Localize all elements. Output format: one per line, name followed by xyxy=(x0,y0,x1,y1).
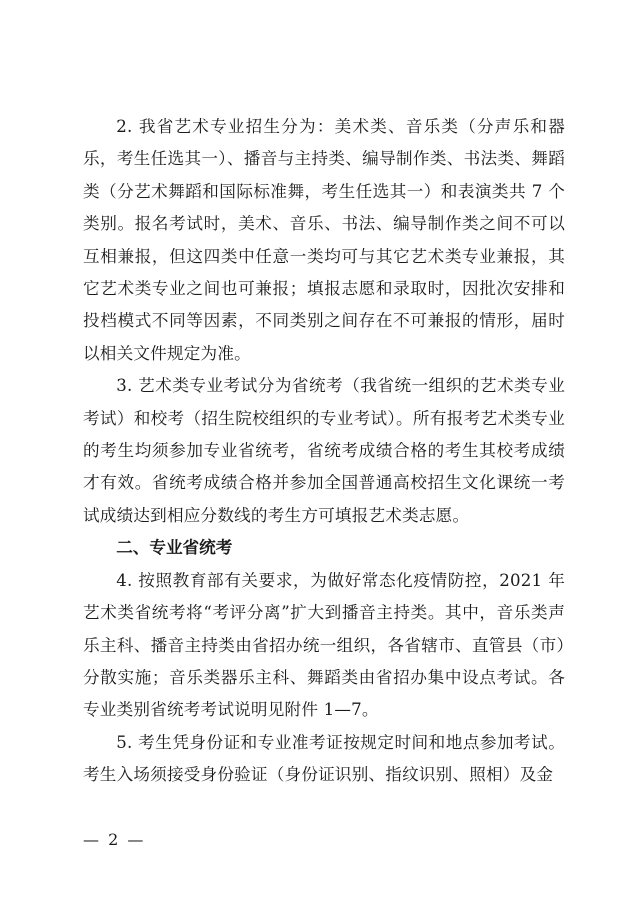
paragraph-exam-types: 3. 艺术类专业考试分为省统考（我省统一组织的艺术类专业考试）和校考（招生院校组织的专业考试）。所有报考艺术类专业的考生均须参加专业省统考，省统考成绩合格的考生其校考成绩才有效。省统考成绩合格并参加全国普通高校招生文化课统一考试成绩达到相应分数线的考生方可填报艺术类志愿。 xyxy=(83,376,565,525)
section-heading: 二、专业省统考 xyxy=(116,538,233,558)
paragraph-art-categories: 2. 我省艺术专业招生分为：美术类、音乐类（分声乐和器乐，考生任选其一）、播音与主持类、编导制作类、书法类、舞蹈类（分艺术舞蹈和国际标准舞，考生任选其一）和表演类共 7 个类别。报名考试时，美术、音乐、书法、编导制作类之间不可以互相兼报，但这四类中任意一类均可与其它艺术类专业兼报，其它艺术类专业之间也可兼报；填报志愿和录取时，因批次安排和投档模式不同等因素，不同类别之间存在不可兼报的情形，届时以相关文件规定为准。 xyxy=(83,117,565,363)
paragraph-provincial-exam: 4. 按照教育部有关要求，为做好常态化疫情防控，2021 年艺术类省统考将“考评分离”扩大到播音主持类。其中，音乐类声乐主科、播音主持类由省招办统一组织，各省辖市、直管县（市）分散实施；音乐类器乐主科、舞蹈类由省招办集中设点考试。各专业类别省统考考试说明见附件 1—7。 xyxy=(83,570,565,720)
document-body xyxy=(83,111,565,792)
page-number: — 2 — xyxy=(83,830,146,849)
paragraph-id-verification: 5. 考生凭身份证和专业准考证按规定时间和地点参加考试。考生入场须接受身份验证（身份证识别、指纹识别、照相）及金 xyxy=(83,732,565,785)
